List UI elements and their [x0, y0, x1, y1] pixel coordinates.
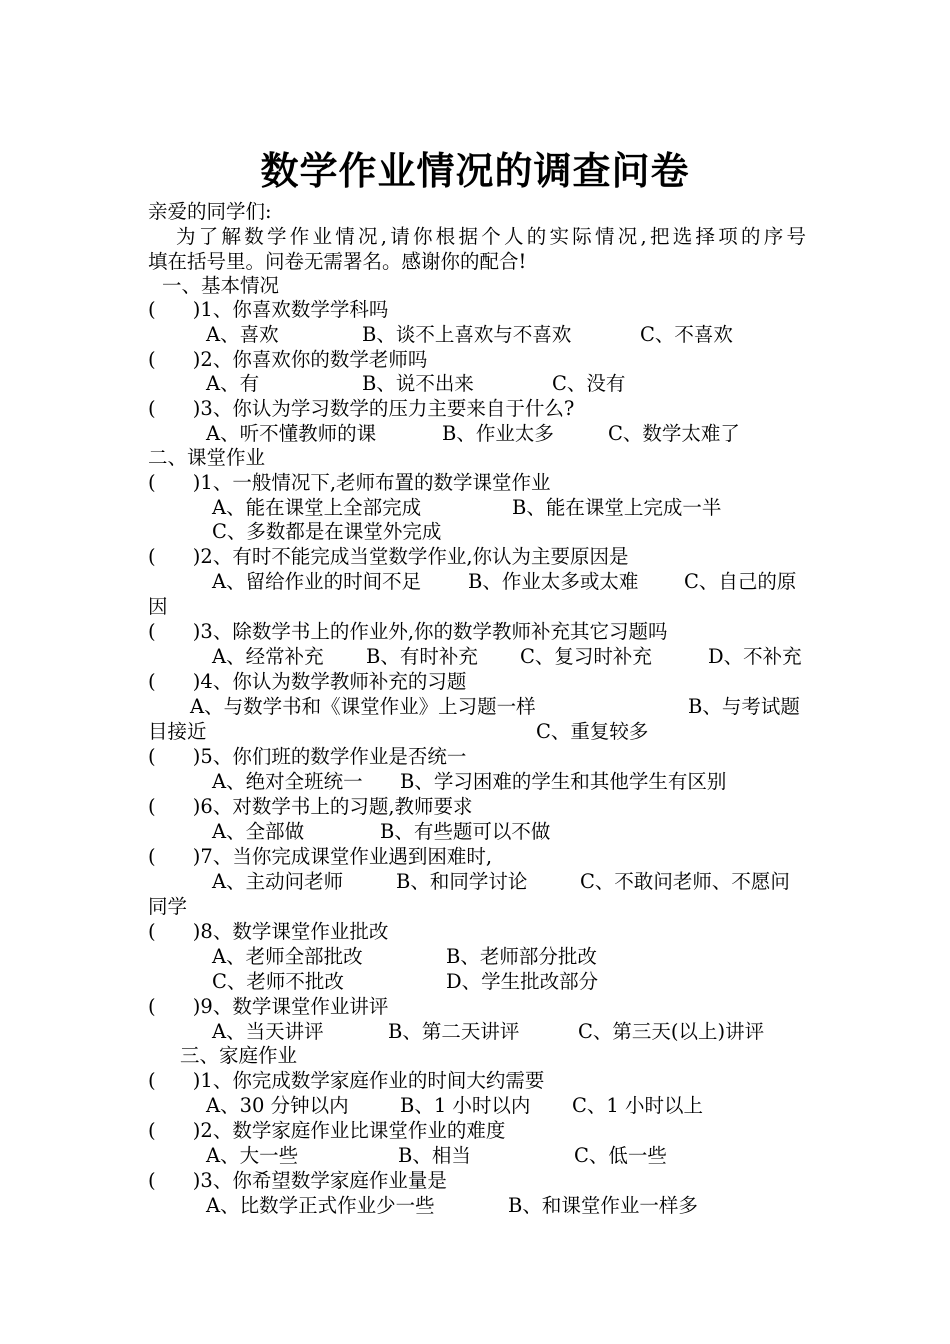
option: B、1 小时以内: [400, 1094, 531, 1117]
option: C、自己的原: [684, 570, 797, 593]
question-2-8: ( )8、数学课堂作业批改: [148, 920, 389, 943]
option: A、全部做: [212, 820, 305, 843]
option: A、与数学书和《课堂作业》上习题一样: [190, 695, 536, 718]
option: B、老师部分批改: [446, 945, 597, 968]
option: C、老师不批改: [212, 970, 344, 993]
option: C、多数都是在课堂外完成: [212, 520, 442, 543]
question-2-3: ( )3、除数学书上的作业外,你的数学教师补充其它习题吗: [148, 620, 668, 643]
option: B、与考试题: [688, 695, 800, 718]
option: D、不补充: [708, 645, 802, 668]
question-2-9: ( )9、数学课堂作业讲评: [148, 995, 389, 1018]
option: A、大一些: [206, 1144, 299, 1167]
intro-line-2: 填在括号里。问卷无需署名。感谢你的配合!: [148, 250, 527, 273]
question-1-1: ( )1、你喜欢数学学科吗: [148, 298, 389, 321]
section-classwork: 二、课堂作业: [148, 446, 266, 469]
question-2-4: ( )4、你认为数学教师补充的习题: [148, 670, 467, 693]
option: C、不敢问老师、不愿问: [580, 870, 790, 893]
option: B、说不出来: [362, 372, 474, 395]
option: A、主动问老师: [212, 870, 344, 893]
option: A、老师全部批改: [212, 945, 363, 968]
option: C、复习时补充: [520, 645, 652, 668]
option: C、低一些: [574, 1144, 667, 1167]
option: A、喜欢: [206, 323, 279, 346]
option: B、和课堂作业一样多: [508, 1194, 698, 1217]
question-3-1: ( )1、你完成数学家庭作业的时间大约需要: [148, 1069, 545, 1092]
option: B、第二天讲评: [388, 1020, 520, 1043]
intro-line-1: 为了解数学作业情况,请你根据个人的实际情况,把选择项的序号: [176, 225, 806, 248]
option: A、30 分钟以内: [206, 1094, 349, 1117]
option: C、没有: [552, 372, 626, 395]
option: A、有: [206, 372, 260, 395]
option: B、相当: [398, 1144, 471, 1167]
option: A、留给作业的时间不足: [212, 570, 422, 593]
option: B、和同学讨论: [396, 870, 528, 893]
question-2-2: ( )2、有时不能完成当堂数学作业,你认为主要原因是: [148, 545, 629, 568]
section-basic: 一、基本情况: [162, 274, 280, 297]
option: B、学习困难的学生和其他学生有区别: [400, 770, 727, 793]
option: B、谈不上喜欢与不喜欢: [362, 323, 572, 346]
greeting: 亲爱的同学们:: [148, 200, 272, 223]
option-continuation: 目接近: [148, 720, 207, 743]
option: C、1 小时以上: [572, 1094, 704, 1117]
option-continuation: 同学: [148, 895, 188, 918]
option: A、能在课堂上全部完成: [212, 496, 422, 519]
question-3-3: ( )3、你希望数学家庭作业量是: [148, 1169, 447, 1192]
question-2-5: ( )5、你们班的数学作业是否统一: [148, 745, 467, 768]
option: B、能在课堂上完成一半: [512, 496, 722, 519]
option: C、不喜欢: [640, 323, 733, 346]
option: B、作业太多: [442, 422, 554, 445]
question-2-6: ( )6、对数学书上的习题,教师要求: [148, 795, 473, 818]
option: A、听不懂教师的课: [206, 422, 377, 445]
option: B、有时补充: [366, 645, 478, 668]
page-title: 数学作业情况的调查问卷: [260, 149, 690, 193]
option: C、重复较多: [536, 720, 649, 743]
question-1-3: ( )3、你认为学习数学的压力主要来自于什么?: [148, 397, 575, 420]
option: D、学生批改部分: [446, 970, 599, 993]
question-2-7: ( )7、当你完成课堂作业遇到困难时,: [148, 845, 493, 868]
section-homework: 三、家庭作业: [180, 1044, 298, 1067]
option: A、比数学正式作业少一些: [206, 1194, 435, 1217]
option: B、有些题可以不做: [380, 820, 551, 843]
option: A、绝对全班统一: [212, 770, 363, 793]
option: C、数学太难了: [608, 422, 740, 445]
question-1-2: ( )2、你喜欢你的数学老师吗: [148, 348, 428, 371]
question-3-2: ( )2、数学家庭作业比课堂作业的难度: [148, 1119, 506, 1142]
question-2-1: ( )1、一般情况下,老师布置的数学课堂作业: [148, 471, 551, 494]
option: C、第三天(以上)讲评: [578, 1020, 765, 1043]
option: A、经常补充: [212, 645, 324, 668]
option: B、作业太多或太难: [468, 570, 639, 593]
option-continuation: 因: [148, 595, 168, 618]
option: A、当天讲评: [212, 1020, 324, 1043]
